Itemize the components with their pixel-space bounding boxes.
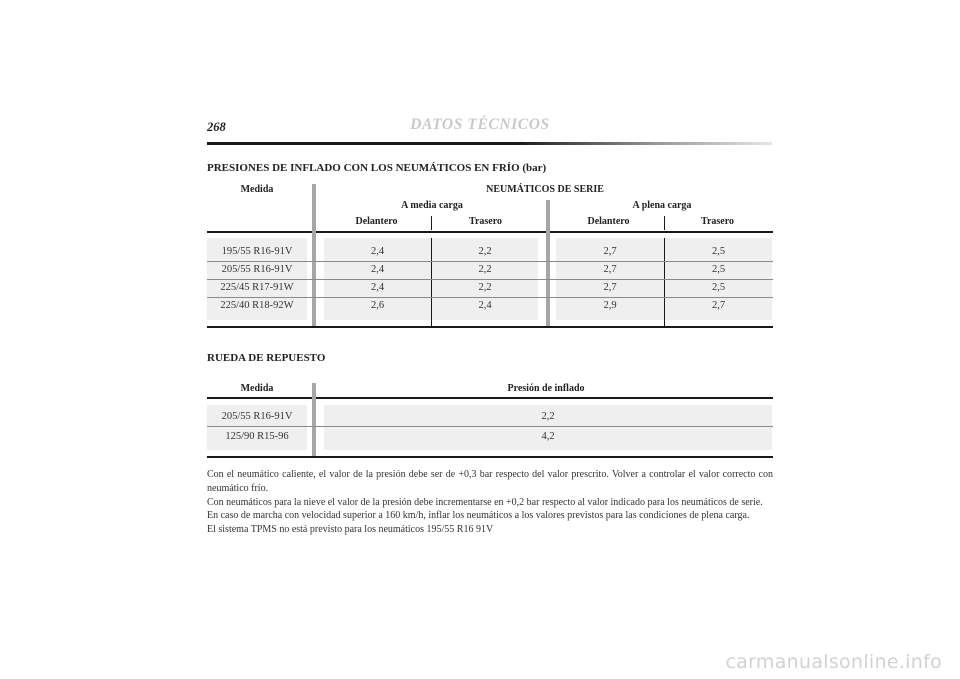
spare-bottom-rule: [207, 456, 773, 458]
spare-pressure-header: Presión de inflado: [507, 383, 585, 394]
medium-front-header: Delantero: [355, 216, 398, 227]
note-paragraph: En caso de marcha con velocidad superior a 160 km/h, inflar los neumáticos a los valores previstos para las condiciones de plena carga.: [207, 510, 750, 522]
notes: [207, 468, 773, 537]
full-front-value: 2,7: [603, 282, 617, 293]
full-front-header: Delantero: [587, 216, 630, 227]
full-rear-value: 2,5: [711, 282, 726, 293]
full-load-header: A plena carga: [632, 200, 692, 211]
full-front-value: 2,9: [603, 300, 617, 311]
medium-rear-value: 2,2: [478, 264, 492, 275]
row-rule: [207, 279, 773, 280]
page-number: 268: [207, 120, 226, 134]
column-bar: [312, 184, 316, 327]
measure-header: Medida: [240, 184, 274, 195]
spare-size: 125/90 R15-96: [225, 431, 289, 442]
spare-pressure-value: 2,2: [541, 411, 555, 422]
tyre-size: 225/45 R17-91W: [220, 282, 294, 293]
series-tyres-header: NEUMÁTICOS DE SERIE: [486, 184, 604, 195]
section-title: DATOS TÉCNICOS: [410, 116, 550, 133]
medium-load-header: A media carga: [401, 200, 463, 211]
tyre-size: 225/40 R18-92W: [220, 300, 294, 311]
spare-measure-header: Medida: [240, 383, 274, 394]
full-front-value: 2,7: [603, 264, 617, 275]
tyre-size: 205/55 R16-91V: [221, 264, 293, 275]
note-paragraph: Con neumáticos para la nieve el valor de la presión debe incrementarse en +0,2 bar respecto al valor indicado para los neumáticos de serie.: [207, 496, 763, 508]
header-rule: [207, 142, 772, 145]
row-rule: [207, 297, 773, 298]
row-rule: [207, 261, 773, 262]
note-paragraph: El sistema TPMS no está previsto para los neumáticos 195/55 R16 91V: [207, 524, 494, 536]
full-rear-value: 2,7: [711, 300, 726, 311]
full-front-value: 2,7: [603, 246, 617, 257]
watermark: carmanualsonline.info: [725, 651, 942, 673]
medium-front-value: 2,4: [370, 282, 385, 293]
full-rear-value: 2,5: [711, 264, 726, 275]
spare-top-rule: [207, 397, 773, 399]
medium-rear-value: 2,2: [478, 246, 492, 257]
column-bar: [546, 200, 550, 327]
medium-front-value: 2,6: [370, 300, 385, 311]
row-rule: [207, 426, 773, 427]
tyre-size: 195/55 R16-91V: [221, 246, 293, 257]
sub-divider: [431, 216, 432, 230]
spare-title: RUEDA DE REPUESTO: [207, 352, 326, 364]
spare-size: 205/55 R16-91V: [221, 411, 293, 422]
medium-front-value: 2,4: [370, 264, 385, 275]
table-top-rule: [207, 231, 773, 233]
note-paragraph: Con el neumático caliente, el valor de la presión debe ser de +0,3 bar respecto del valor prescrito. Volver a controlar el valor correcto con neumático frío.: [207, 469, 773, 494]
medium-rear-header: Trasero: [469, 216, 502, 227]
sub-divider: [664, 216, 665, 230]
spare-pressure-value: 4,2: [541, 431, 555, 442]
medium-rear-value: 2,2: [478, 282, 492, 293]
table-bottom-rule: [207, 326, 773, 328]
pressures-title: PRESIONES DE INFLADO CON LOS NEUMÁTICOS EN FRÍO (bar): [207, 162, 547, 174]
full-rear-value: 2,5: [711, 246, 726, 257]
medium-rear-value: 2,4: [478, 300, 492, 311]
column-bar: [312, 383, 316, 457]
medium-front-value: 2,4: [370, 246, 385, 257]
full-rear-header: Trasero: [701, 216, 734, 227]
